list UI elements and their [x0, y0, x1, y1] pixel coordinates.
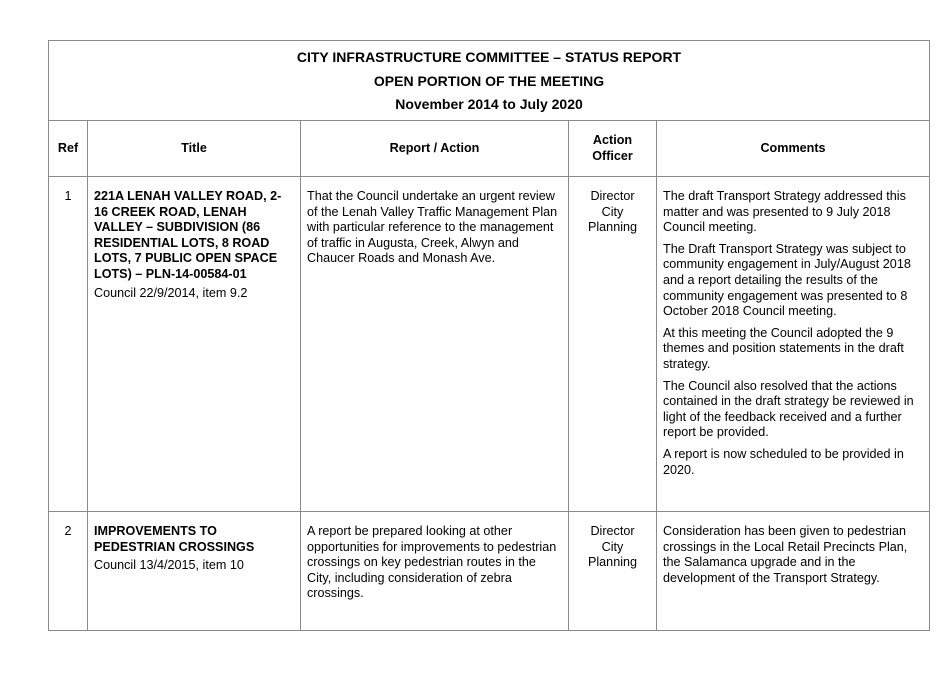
- item-council-reference: Council 22/9/2014, item 9.2: [94, 285, 248, 300]
- report-title: CITY INFRASTRUCTURE COMMITTEE – STATUS REPORT: [296, 49, 682, 65]
- table-header-row: [49, 121, 930, 177]
- column-header-title: Title: [88, 121, 301, 177]
- report-subtitle: OPEN PORTION OF THE MEETING: [373, 72, 605, 89]
- row-comments: [657, 177, 930, 512]
- column-header-report: Report / Action: [301, 121, 569, 177]
- comment-paragraph: The draft Transport Strategy addressed this matter and was presented to 9 July 2018 Council meeting.: [663, 189, 906, 235]
- column-header-officer-line1: Action: [592, 132, 633, 147]
- report-title-block: [49, 41, 930, 121]
- row-title-cell: [88, 177, 301, 512]
- comment-paragraph: Consideration has been given to pedestrian crossings in the Local Retail Precincts Plan, the Salamanca upgrade and in the development of the Transport Strategy.: [663, 524, 908, 585]
- row-report-action: A report be prepared looking at other opportunities for improvements to pedestrian crossings on key pedestrian routes in the City, including consideration of zebra crossings.: [301, 512, 569, 631]
- report-period: November 2014 to July 2020: [395, 96, 583, 112]
- row-ref: 1: [49, 177, 88, 512]
- row-comments: [657, 512, 930, 631]
- row-title-cell: [88, 512, 301, 631]
- officer-line: City: [601, 539, 624, 554]
- row-action-officer: [569, 177, 657, 512]
- comment-paragraph: The Draft Transport Strategy was subject to community engagement in July/August 2018 and a report detailing the results of the community engagement was presented to 8 October 2018 Council meeting.: [663, 241, 911, 319]
- row-report-action: That the Council undertake an urgent review of the Lenah Valley Traffic Management Plan with particular reference to the management of traffic in Augusta, Creek, Alwyn and Chaucer Roads and Monash Ave.: [301, 177, 569, 512]
- comment-paragraph: A report is now scheduled to be provided in 2020.: [663, 446, 904, 477]
- comment-paragraph: At this meeting the Council adopted the 9 themes and position statements in the draft strategy.: [663, 325, 904, 371]
- officer-line: Director: [590, 524, 635, 538]
- officer-line: Planning: [587, 555, 638, 570]
- item-title: 221A LENAH VALLEY ROAD, 2-16 CREEK ROAD, LENAH VALLEY – SUBDIVISION (86 RESIDENTIAL LOTS, 8 ROAD LOTS, 7 PUBLIC OPEN SPACE LOTS) – PLN-14-00584-01: [94, 189, 282, 281]
- column-header-officer: [569, 121, 657, 177]
- table-row: [49, 512, 930, 631]
- item-council-reference: Council 13/4/2015, item 10: [94, 558, 244, 573]
- officer-line: Director: [590, 189, 635, 203]
- officer-line: Planning: [587, 220, 638, 235]
- row-ref: 2: [49, 512, 88, 631]
- comment-paragraph: The Council also resolved that the actions contained in the draft strategy be reviewed in light of the feedback received and a further report be provided.: [663, 378, 914, 440]
- table-row: [49, 177, 930, 512]
- officer-line: City: [601, 204, 624, 219]
- column-header-officer-line2: Officer: [592, 148, 633, 163]
- row-action-officer: [569, 512, 657, 631]
- column-header-ref: Ref: [49, 121, 88, 177]
- column-header-comments: Comments: [657, 121, 930, 177]
- item-title: IMPROVEMENTS TO PEDESTRIAN CROSSINGS: [94, 524, 255, 554]
- status-report-table: [48, 40, 930, 631]
